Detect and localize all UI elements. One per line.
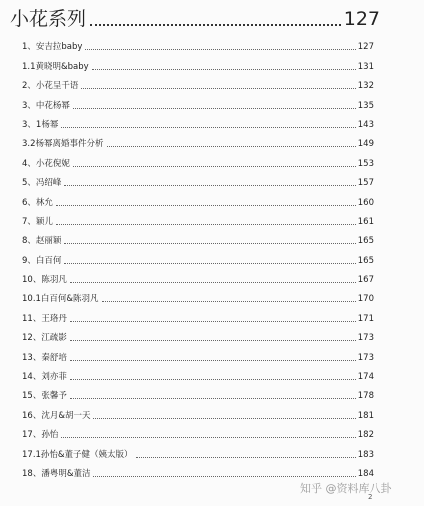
toc-entry-label: 17、孙怡 xyxy=(22,430,59,441)
toc-entry-label: 16、沈月&胡一天 xyxy=(22,410,91,421)
watermark: 知乎 @资料库八卦 xyxy=(300,482,392,495)
dot-leader xyxy=(93,417,355,419)
toc-entry[interactable] xyxy=(22,131,374,150)
section-title: 小花系列 xyxy=(10,8,87,30)
toc-entry-label: 1.1黄晓明&baby xyxy=(22,61,89,72)
dot-leader xyxy=(64,262,355,264)
toc-entry-label: 10.1白百何&陈羽凡 xyxy=(22,294,99,305)
toc-entry[interactable] xyxy=(22,441,374,460)
toc-entry-page: 181 xyxy=(357,410,374,421)
dot-leader xyxy=(93,475,355,477)
toc-entry-page: 182 xyxy=(357,430,374,441)
toc-entry-page: 167 xyxy=(357,275,374,286)
toc-entry-page: 173 xyxy=(357,333,374,344)
toc-entry-label: 13、秦舒培 xyxy=(22,352,67,363)
toc-entry-label: 9、白百何 xyxy=(22,255,62,266)
toc-entry-page: 149 xyxy=(357,139,374,150)
toc-entry[interactable] xyxy=(22,170,374,189)
toc-entry-label: 17.1孙怡&董子健（姨太版） xyxy=(22,449,133,460)
toc-entry-label: 7、颖儿 xyxy=(22,216,53,227)
toc-entry-label: 12、江疏影 xyxy=(22,333,67,344)
toc-entry[interactable] xyxy=(22,228,374,247)
toc-entry[interactable] xyxy=(22,402,374,421)
dot-leader xyxy=(102,300,356,302)
toc-entry[interactable] xyxy=(22,461,374,480)
dot-leader xyxy=(64,242,355,244)
toc-entry[interactable] xyxy=(22,286,374,305)
toc-entry-page: 161 xyxy=(357,216,374,227)
toc-entry-label: 3、中花杨幂 xyxy=(22,100,70,111)
toc-entry-label: 3.2杨幂离婚事件分析 xyxy=(22,139,104,150)
dot-leader xyxy=(70,397,356,399)
toc-entry-page: 171 xyxy=(357,313,374,324)
toc-entry-label: 10、陈羽凡 xyxy=(22,275,67,286)
toc-entry-page: 178 xyxy=(357,391,374,402)
toc-entry-label: 15、张馨予 xyxy=(22,391,67,402)
toc-entry-page: 165 xyxy=(357,255,374,266)
toc-entry[interactable] xyxy=(22,247,374,266)
toc-entry[interactable] xyxy=(22,92,374,111)
toc-entry-label: 4、小花倪妮 xyxy=(22,158,70,169)
toc-entry-page: 183 xyxy=(357,449,374,460)
toc-entry[interactable] xyxy=(22,73,374,92)
toc-entry-page: 173 xyxy=(357,352,374,363)
dot-leader xyxy=(61,126,355,128)
toc-entry-label: 11、王珞丹 xyxy=(22,313,67,324)
dot-leader xyxy=(85,48,355,50)
toc-entry-page: 174 xyxy=(357,372,374,383)
dot-leader xyxy=(136,456,356,458)
toc-entry[interactable] xyxy=(22,383,374,402)
toc-entry-label: 1、安吉拉baby xyxy=(22,42,83,53)
toc-entry[interactable] xyxy=(22,150,374,169)
toc-entry[interactable] xyxy=(22,34,374,53)
toc-entry[interactable] xyxy=(22,325,374,344)
dot-leader xyxy=(70,378,356,380)
section-page-number: 127 xyxy=(343,8,380,30)
toc-entry[interactable] xyxy=(22,112,374,131)
dot-leader xyxy=(73,107,356,109)
dot-leader xyxy=(73,165,356,167)
toc-entry[interactable] xyxy=(22,267,374,286)
toc-entry-page: 184 xyxy=(357,468,374,479)
toc-entry-page: 153 xyxy=(357,158,374,169)
toc-list xyxy=(22,34,374,480)
footer-page-number: 2 xyxy=(368,493,373,501)
dot-leader xyxy=(70,339,356,341)
dot-leader xyxy=(92,68,356,70)
toc-entry-label: 5、冯绍峰 xyxy=(22,178,62,189)
toc-entry-label: 3、1杨幂 xyxy=(22,119,59,130)
dot-leader xyxy=(81,87,355,89)
dot-leader xyxy=(56,223,356,225)
dot-leader xyxy=(64,184,355,186)
toc-entry-label: 8、赵丽颖 xyxy=(22,236,62,247)
toc-entry-page: 170 xyxy=(357,294,374,305)
toc-entry[interactable] xyxy=(22,305,374,324)
toc-entry[interactable] xyxy=(22,53,374,72)
toc-entry-label: 14、刘亦菲 xyxy=(22,372,67,383)
dot-leader xyxy=(70,320,356,322)
toc-entry-label: 6、林允 xyxy=(22,197,53,208)
toc-entry[interactable] xyxy=(22,209,374,228)
toc-entry-page: 143 xyxy=(357,119,374,130)
toc-entry[interactable] xyxy=(22,422,374,441)
dot-leader xyxy=(61,436,355,438)
toc-entry[interactable] xyxy=(22,364,374,383)
toc-heading xyxy=(10,4,380,30)
toc-entry-label: 18、潘粤明&董洁 xyxy=(22,468,91,479)
dot-leader xyxy=(70,281,356,283)
dot-leader xyxy=(107,145,356,147)
toc-entry-label: 2、小花呈千语 xyxy=(22,81,79,92)
dot-leader xyxy=(56,204,356,206)
toc-entry-page: 160 xyxy=(357,197,374,208)
toc-entry-page: 131 xyxy=(357,61,374,72)
toc-entry[interactable] xyxy=(22,189,374,208)
toc-entry-page: 157 xyxy=(357,178,374,189)
toc-entry-page: 165 xyxy=(357,236,374,247)
toc-entry-page: 127 xyxy=(357,42,374,53)
dot-leader xyxy=(90,23,341,26)
toc-entry-page: 132 xyxy=(357,81,374,92)
toc-entry[interactable] xyxy=(22,344,374,363)
dot-leader xyxy=(70,359,356,361)
toc-entry-page: 135 xyxy=(357,100,374,111)
